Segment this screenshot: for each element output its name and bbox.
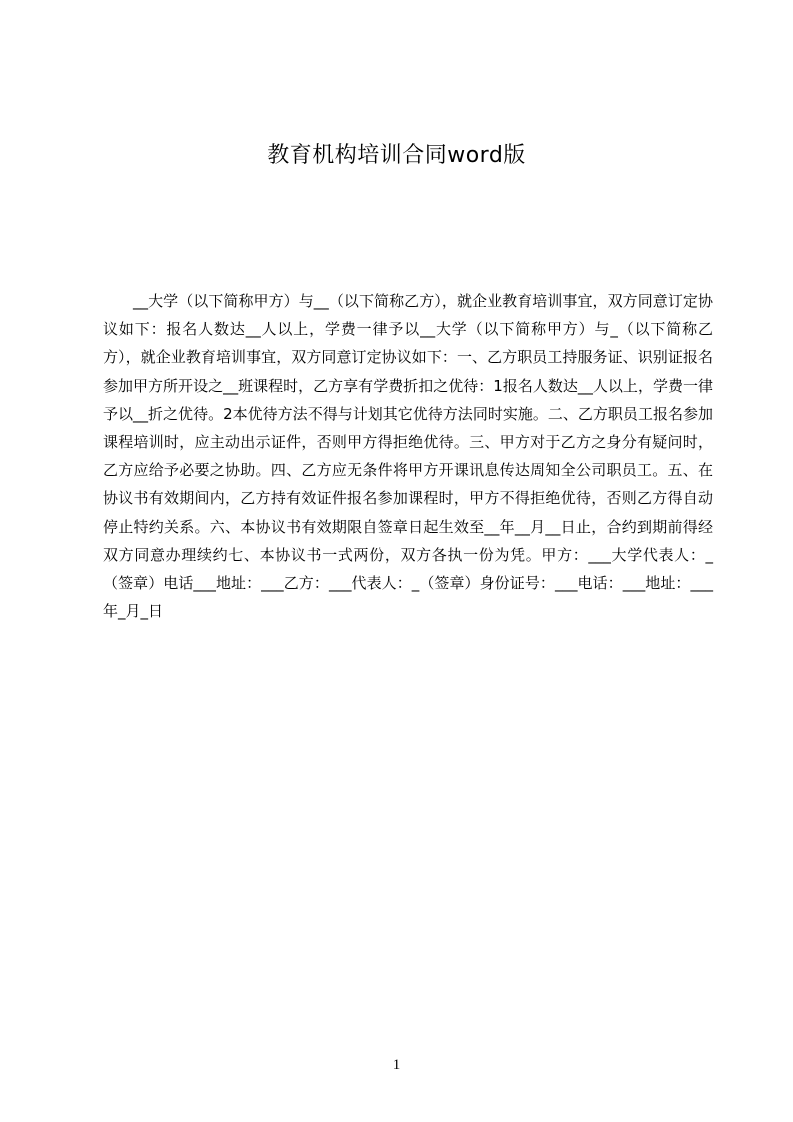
page-number: 1 [392,1057,401,1073]
document-title: 教育机构培训合同word版 [267,143,526,168]
document-body-paragraph: __大学（以下简称甲方）与__（以下简称乙方），就企业教育培训事宜，双方同意订定协议如下：报名人数达__人以上，学费一律予以__大学（以下简称甲方）与_（以下简称乙方），就企业教育培训事宜，双方同意订定协议如下：一、乙方职员工持服务证、识别证报名参加甲方所开设之__班课程时，乙方享有学费折扣之优待：1报名人数达__人以上，学费一律予以__折之优待。2本优待方法不得与计划其它优待方法同时实施。二、乙方职员工报名参加课程培训时，应主动出示证件，否则甲方得拒绝优待。三、甲方对于乙方之身分有疑问时，乙方应给予必要之协助。四、乙方应无条件将甲方开课讯息传达周知全公司职员工。五、在协议书有效期间内，乙方持有效证件报名参加课程时，甲方不得拒绝优待，否则乙方得自动停止特约关系。六、本协议书有效期限自签章日起生效至__年__月__日止，合约到期前得经双方同意办理续约七、本协议书一式两份，双方各执一份为凭。甲方：___大学代表人：_（签章）电话___地址：___乙方：___代表人：_（签章）身份证号：___电话：___地址：___年_月_日 [103,292,713,621]
